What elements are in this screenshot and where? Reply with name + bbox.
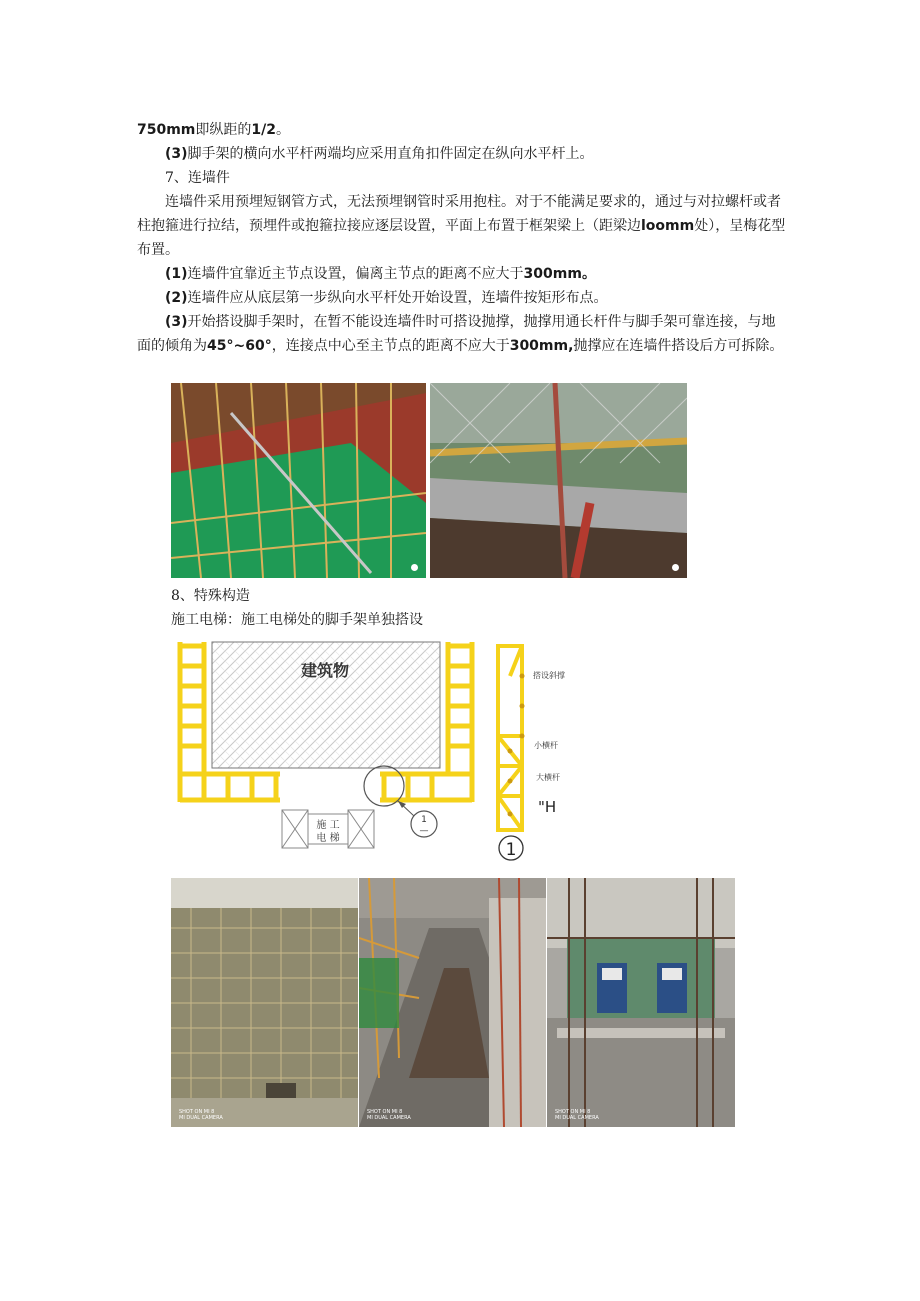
photo-scaffold-wall-ties-2 [430,383,687,578]
camera-watermark-dots [672,564,679,571]
photo-scaffold-wall-ties-1 [171,383,426,578]
photo-scaffold-interior [547,878,735,1127]
photo-scaffold-corridor [359,878,546,1127]
paragraph-7: 施工电梯：施工电梯处的脚手架单独搭设 [171,612,423,628]
detail-scaffold-elevation [498,644,522,832]
paragraph-2: (3)脚手架的横向水平杆两端均应采用直角扣件固定在纵向水平杆上。 [165,146,594,162]
detail-number: 1 [505,840,517,860]
elevator-label-1: 施 工 [316,820,340,831]
label-h: "H [538,798,557,816]
building-label: 建筑物 [300,661,350,680]
camera-watermark: SHOT ON MI 8 MI DUAL CAMERA [367,1109,411,1121]
camera-watermark: SHOT ON MI 8 MI DUAL CAMERA [179,1109,223,1121]
heading-8: 8、特殊构造 [171,588,250,604]
elevator-label-2: 电 梯 [316,833,340,844]
callout-top-number: 1 [421,815,427,825]
heading-7: 7、连墙件 [165,170,230,186]
paragraph-1: 750mm即纵距的1/2。 [137,122,291,138]
camera-watermark-dots [411,564,418,571]
body-text [137,118,787,358]
label-small-crossbar: 小横杆 [534,741,558,750]
label-diagonal-brace: 搭设斜撑 [533,671,565,680]
camera-watermark: SHOT ON MI 8 MI DUAL CAMERA [555,1109,599,1121]
label-big-crossbar: 大横杆 [536,773,560,782]
elevator-scaffold-diagram [170,636,570,864]
photo-scaffold-facade [171,878,358,1127]
paragraph-4: (1)连墙件宜靠近主节点设置，偏离主节点的距离不应大于300mm。 [165,266,596,282]
paragraph-5: (2)连墙件应从底层第一步纵向水平杆处开始设置，连墙件按矩形布点。 [165,290,608,306]
body-text-2 [137,584,787,632]
paragraph-6: (3)开始搭设脚手架时，在暂不能设连墙件时可搭设抛撑，抛撑用通长杆件与脚手架可靠连接，与地面的倾角为45°~60°，连接点中心至主节点的距离不应大于300mm,抛撑应在连墙件搭设后方可拆除。 [137,314,784,354]
paragraph-3: 连墙件采用预埋短钢管方式，无法预埋钢管时采用抱柱。对于不能满足要求的，通过与对拉螺杆或者柱抱箍进行拉结，预埋件或抱箍拉接应逐层设置，平面上布置于框架梁上（距梁边loomm处），呈梅花型布置。 [137,194,786,258]
callout-bottom-mark: — [419,826,429,836]
